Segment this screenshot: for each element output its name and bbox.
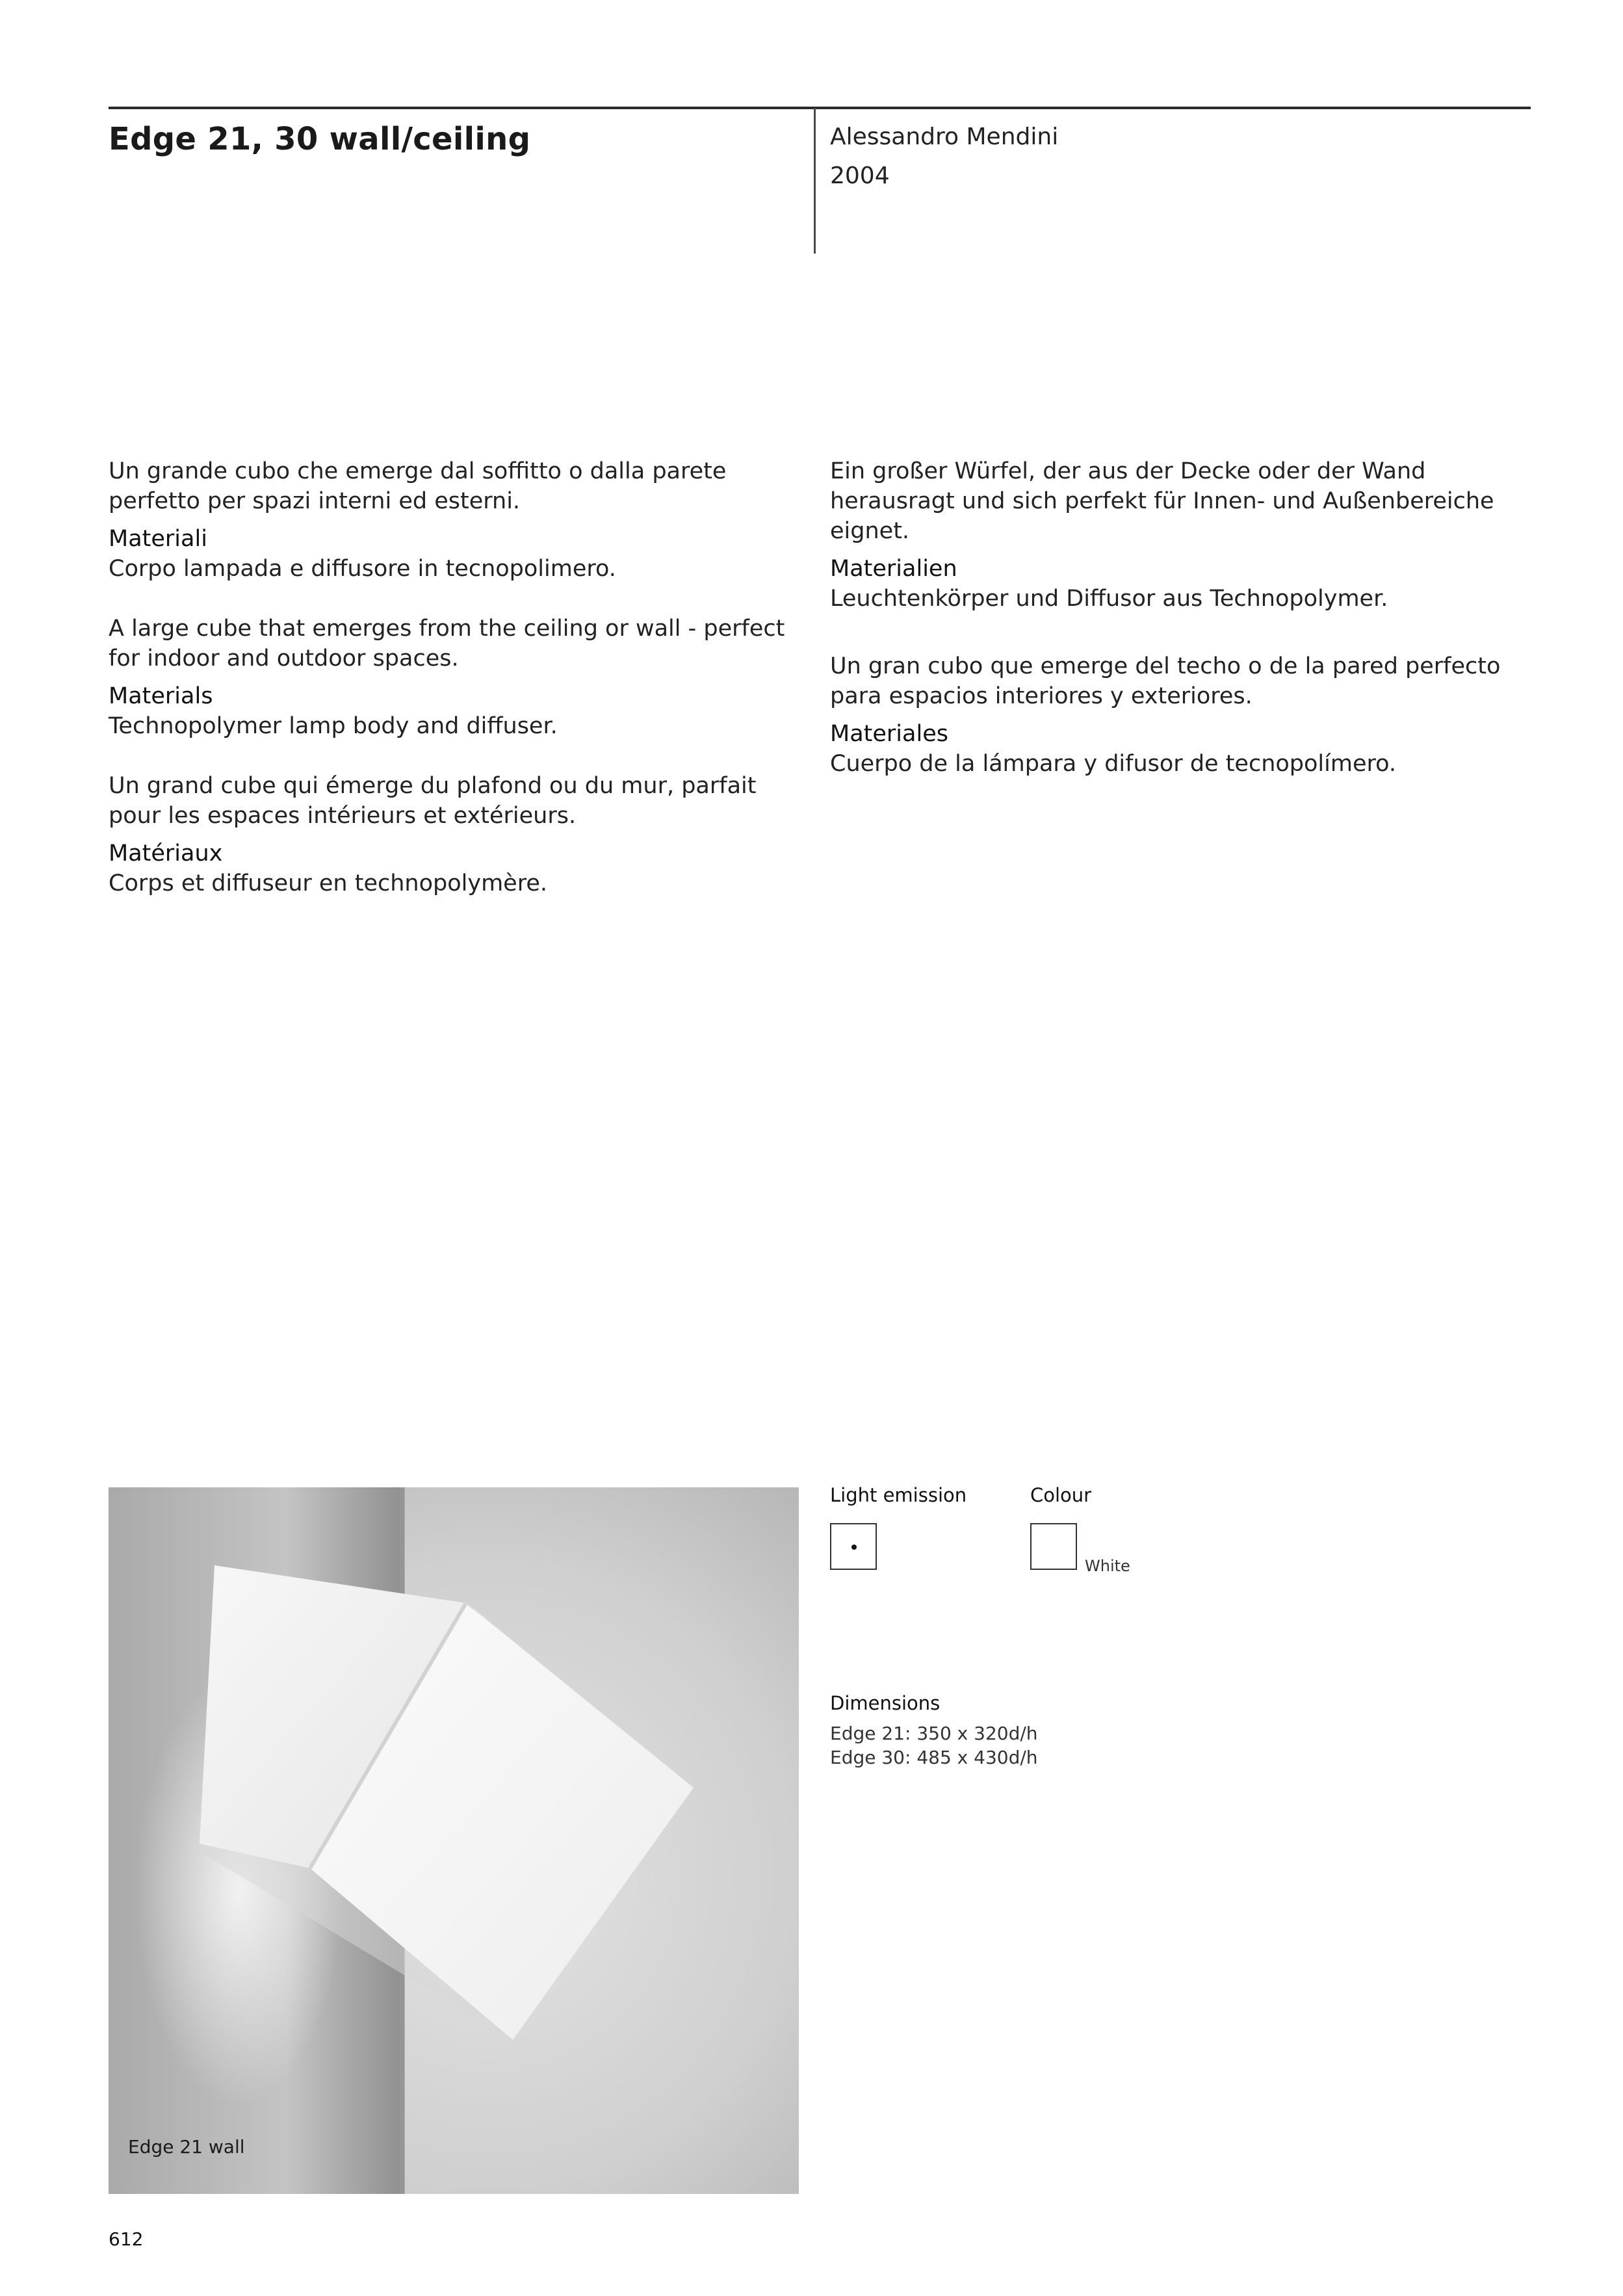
materials-label: Matériaux xyxy=(109,841,223,867)
materials-label: Materiales xyxy=(830,721,948,747)
materials-text: Corpo lampada e diffusore in tecnopolimero. xyxy=(109,556,616,582)
intro-text: Ein großer Würfel, der aus der Decke oder der Wand herausragt und sich perfekt für Innen- und Außenbereiche eignet. xyxy=(830,458,1494,544)
description-italian xyxy=(109,456,791,584)
materials-label: Materialien xyxy=(830,556,957,582)
description-spanish xyxy=(830,651,1513,779)
light-emission-box xyxy=(830,1523,877,1570)
description-column-left xyxy=(109,456,791,898)
description-french xyxy=(109,771,791,898)
photo-caption: Edge 21 wall xyxy=(128,2136,245,2158)
header-divider xyxy=(814,108,816,254)
design-year: 2004 xyxy=(830,163,890,189)
colour-label: Colour xyxy=(1030,1484,1092,1506)
direct-light-dot-icon xyxy=(851,1545,857,1550)
intro-text: Un grande cubo che emerge dal soffitto o dalla parete perfetto per spazi interni ed esterni. xyxy=(109,458,727,514)
designer-name: Alessandro Mendini xyxy=(830,124,1059,150)
materials-text: Technopolymer lamp body and diffuser. xyxy=(109,713,558,739)
page-number: 612 xyxy=(109,2228,144,2250)
product-title: Edge 21, 30 wall/ceiling xyxy=(109,121,531,157)
colour-name: White xyxy=(1085,1557,1130,1575)
dimensions-label: Dimensions xyxy=(830,1692,941,1714)
dimension-edge-21: Edge 21: 350 x 320d/h xyxy=(830,1723,1038,1744)
description-english xyxy=(109,614,791,741)
materials-text: Cuerpo de la lámpara y difusor de tecnopolímero. xyxy=(830,751,1397,777)
colour-swatch-white xyxy=(1030,1523,1077,1570)
light-emission-label: Light emission xyxy=(830,1484,967,1506)
lamp-illustration xyxy=(109,1487,799,2194)
product-photo xyxy=(109,1487,799,2194)
materials-text: Leuchtenkörper und Diffusor aus Technopolymer. xyxy=(830,586,1388,612)
dimension-edge-30: Edge 30: 485 x 430d/h xyxy=(830,1747,1038,1768)
description-column-right xyxy=(830,456,1513,779)
description-german xyxy=(830,456,1513,614)
intro-text: A large cube that emerges from the ceiling or wall - perfect for indoor and outdoor spaces. xyxy=(109,616,785,672)
materials-label: Materiali xyxy=(109,526,207,552)
materials-label: Materials xyxy=(109,683,213,709)
header-rule xyxy=(109,107,1531,109)
intro-text: Un grand cube qui émerge du plafond ou du mur, parfait pour les espaces intérieurs et extérieurs. xyxy=(109,773,757,829)
intro-text: Un gran cubo que emerge del techo o de la pared perfecto para espacios interiores y exteriores. xyxy=(830,653,1501,709)
dimensions-list xyxy=(830,1721,1038,1769)
materials-text: Corps et diffuseur en technopolymère. xyxy=(109,870,547,896)
